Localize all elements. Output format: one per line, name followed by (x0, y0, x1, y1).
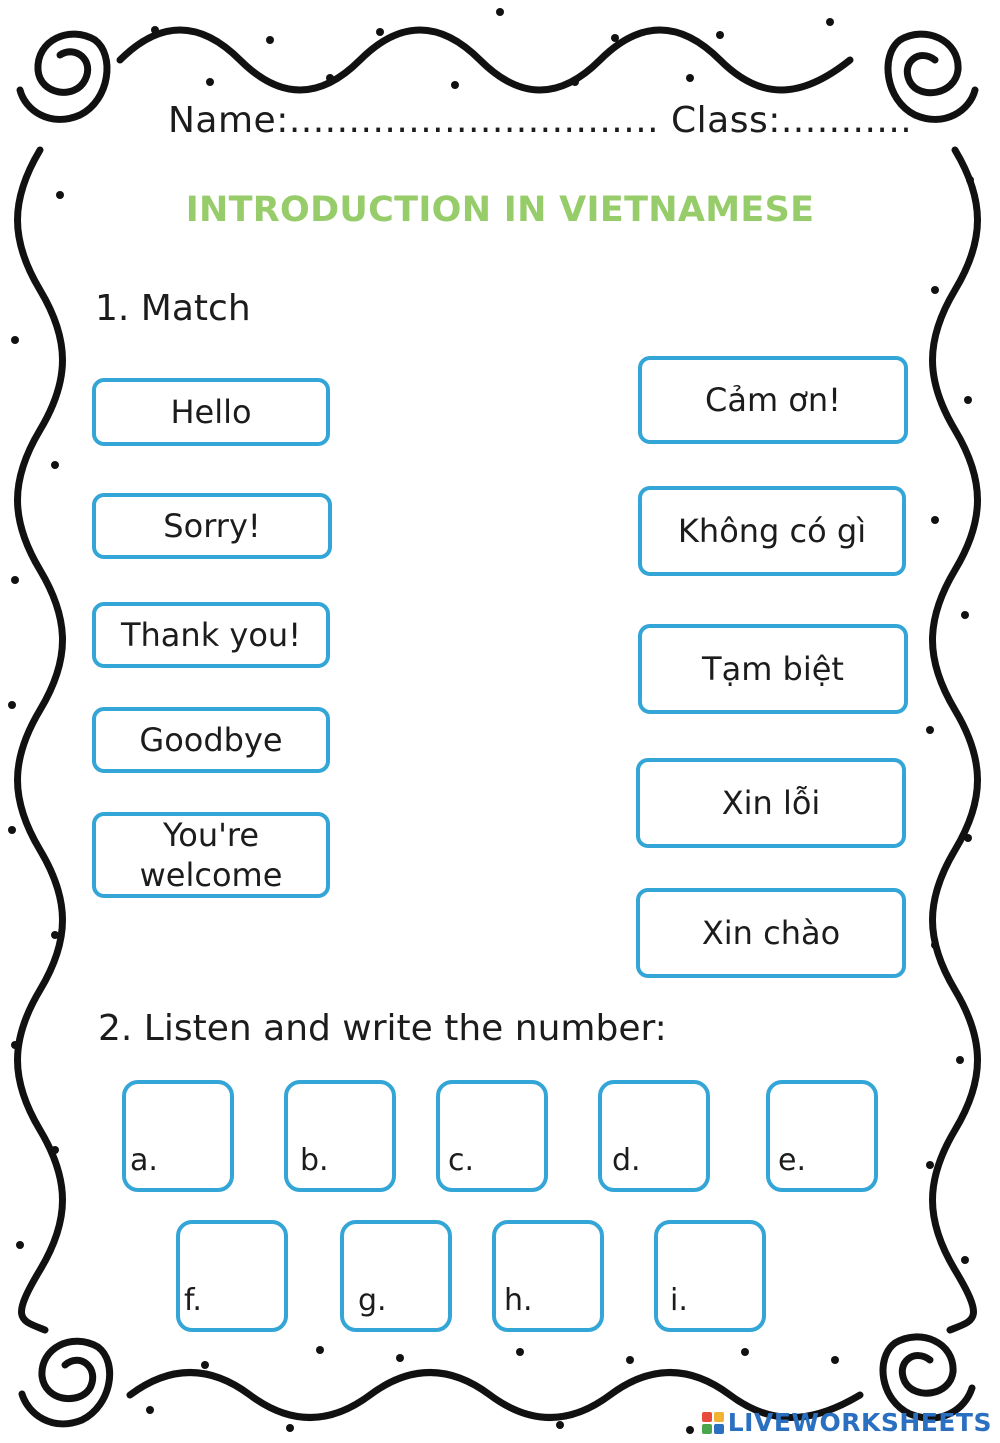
decorative-dot (961, 611, 969, 619)
decorative-dot (964, 396, 972, 404)
top-wave (120, 30, 850, 90)
decorative-dot (201, 1361, 209, 1369)
decorative-dot (316, 1346, 324, 1354)
decorative-dot (51, 461, 59, 469)
decorative-dot (11, 336, 19, 344)
section-listen-heading: 2. Listen and write the number: (98, 1008, 667, 1049)
decorative-dot (686, 74, 694, 82)
decorative-dot (611, 34, 619, 42)
decorative-dot (266, 36, 274, 44)
decorative-dot (931, 286, 939, 294)
match-english-goodbye[interactable]: Goodbye (92, 707, 330, 773)
decorative-dot (496, 8, 504, 16)
decorative-dot (16, 1241, 24, 1249)
answer-label-f: f. (184, 1283, 202, 1318)
answer-box-f[interactable] (176, 1220, 288, 1332)
answer-label-c: c. (448, 1143, 475, 1178)
decorative-dot (626, 1356, 634, 1364)
answer-box-b[interactable] (284, 1080, 396, 1192)
answer-label-g: g. (358, 1283, 387, 1318)
decorative-dot (286, 1424, 294, 1432)
decorative-dot (326, 74, 334, 82)
match-english-sorry[interactable]: Sorry! (92, 493, 332, 559)
answer-label-a: a. (130, 1143, 158, 1178)
decorative-dot (396, 1354, 404, 1362)
decorative-dot (11, 576, 19, 584)
decorative-dot (11, 1041, 19, 1049)
answer-label-h: h. (504, 1283, 533, 1318)
answer-box-i[interactable] (654, 1220, 766, 1332)
decorative-dot (51, 1146, 59, 1154)
match-vietnamese-tam-biet[interactable]: Tạm biệt (638, 624, 908, 714)
decorative-dot (831, 1356, 839, 1364)
decorative-dot (926, 1161, 934, 1169)
decorative-dot (206, 78, 214, 86)
decorative-dot (8, 701, 16, 709)
answer-box-a[interactable] (122, 1080, 234, 1192)
answer-box-e[interactable] (766, 1080, 878, 1192)
decorative-dot (741, 1348, 749, 1356)
decorative-dot (686, 1426, 694, 1434)
decorative-dot (956, 1056, 964, 1064)
match-vietnamese-cam-on[interactable]: Cảm ơn! (638, 356, 908, 444)
match-english-thank-you[interactable]: Thank you! (92, 602, 330, 668)
decorative-dot (451, 81, 459, 89)
decorative-dot (151, 26, 159, 34)
match-vietnamese-xin-chao[interactable]: Xin chào (636, 888, 906, 978)
decorative-dot (556, 1421, 564, 1429)
section-match-heading: 1. Match (95, 288, 251, 329)
decorative-dot (961, 1256, 969, 1264)
decorative-dot (571, 78, 579, 86)
decorative-dot (8, 826, 16, 834)
answer-box-g[interactable] (340, 1220, 452, 1332)
spiral-bottom-right (883, 1337, 972, 1418)
answer-box-c[interactable] (436, 1080, 548, 1192)
answer-label-i: i. (670, 1283, 688, 1318)
decorative-dot (931, 941, 939, 949)
decorative-dot (926, 726, 934, 734)
decorative-dot (931, 516, 939, 524)
decorative-dot (516, 1348, 524, 1356)
answer-label-b: b. (300, 1143, 329, 1178)
name-class-line: Name:............................... Class:........... (168, 100, 913, 141)
match-english-youre-welcome[interactable]: You're welcome (92, 812, 330, 898)
decorative-dot (376, 28, 384, 36)
match-vietnamese-xin-loi[interactable]: Xin lỗi (636, 758, 906, 848)
answer-label-d: d. (612, 1143, 641, 1178)
decorative-dot (964, 834, 972, 842)
right-wave (933, 150, 978, 1330)
spiral-bottom-left (22, 1341, 110, 1424)
liveworksheets-logo-text: LIVEWORKSHEETS (727, 1408, 992, 1437)
decorative-dot (966, 176, 974, 184)
decorative-dot (146, 1406, 154, 1414)
worksheet-title: INTRODUCTION IN VIETNAMESE (185, 190, 815, 230)
spiral-top-left (20, 34, 107, 119)
answer-box-h[interactable] (492, 1220, 604, 1332)
answer-box-d[interactable] (598, 1080, 710, 1192)
match-english-hello[interactable]: Hello (92, 378, 330, 446)
liveworksheets-logo[interactable] (702, 1408, 992, 1437)
decorative-dot (826, 18, 834, 26)
answer-label-e: e. (778, 1143, 806, 1178)
decorative-dot (51, 931, 59, 939)
decorative-dot (716, 31, 724, 39)
match-vietnamese-khong-co-gi[interactable]: Không có gì (638, 486, 906, 576)
liveworksheets-logo-icon (702, 1412, 724, 1434)
